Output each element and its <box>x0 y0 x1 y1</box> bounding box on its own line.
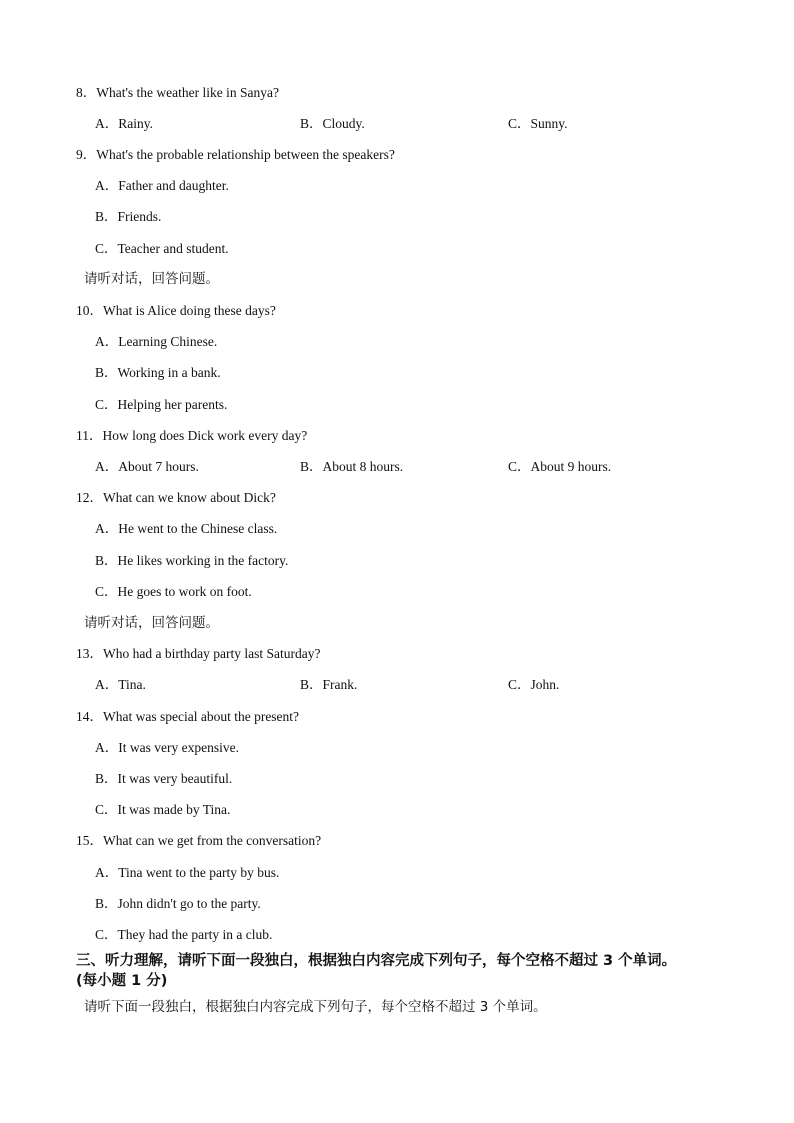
question-12-stem: 12．What can we know about Dick? <box>76 490 276 505</box>
question-11-option-a: A．About 7 hours. <box>95 459 199 474</box>
question-11-option-b: B．About 8 hours. <box>300 459 404 474</box>
question-9-option-c: C．Teacher and student. <box>95 241 229 256</box>
question-13-option-c: C．John. <box>508 677 560 692</box>
question-8-stem: 8．What's the weather like in Sanya? <box>76 85 279 100</box>
question-14-option-c: C．It was made by Tina. <box>95 802 231 817</box>
question-14-stem: 14．What was special about the present? <box>76 709 300 724</box>
question-10-stem: 10．What is Alice doing these days? <box>76 303 276 318</box>
question-12-option-c: C．He goes to work on foot. <box>95 584 252 599</box>
question-8-option-a: A．Rainy. <box>95 116 153 131</box>
question-10-option-c: C．Helping her parents. <box>95 397 228 412</box>
question-11-stem: 11．How long does Dick work every day? <box>76 428 308 443</box>
question-11-option-c: C．About 9 hours. <box>508 459 612 474</box>
question-8-option-c: C．Sunny. <box>508 116 568 131</box>
section-3-instruction: 请听下面一段独白，根据独白内容完成下列句子，每个空格不超过 3 个单词。 <box>84 999 547 1015</box>
question-8-option-b: B．Cloudy. <box>300 116 365 131</box>
question-13-option-b: B．Frank. <box>300 677 358 692</box>
listening-instruction-2: 请听对话，回答问题。 <box>84 615 219 631</box>
question-9-stem: 9．What's the probable relationship between the speakers? <box>76 147 395 162</box>
question-9-option-a: A．Father and daughter. <box>95 178 229 193</box>
question-12-option-b: B．He likes working in the factory. <box>95 553 289 568</box>
question-15-option-b: B．John didn't go to the party. <box>95 896 261 911</box>
question-12-option-a: A．He went to the Chinese class. <box>95 521 278 536</box>
section-3-title: 三、听力理解，请听下面一段独白，根据独白内容完成下列句子，每个空格不超过 3 个单词。 <box>76 953 677 969</box>
question-14-option-a: A．It was very expensive. <box>95 740 239 755</box>
question-13-stem: 13．Who had a birthday party last Saturday? <box>76 646 321 661</box>
question-10-option-a: A．Learning Chinese. <box>95 334 218 349</box>
question-10-option-b: B．Working in a bank. <box>95 365 221 380</box>
question-15-stem: 15．What can we get from the conversation? <box>76 833 322 848</box>
question-14-option-b: B．It was very beautiful. <box>95 771 233 786</box>
question-15-option-a: A．Tina went to the party by bus. <box>95 865 280 880</box>
question-9-option-b: B．Friends. <box>95 209 162 224</box>
question-15-option-c: C．They had the party in a club. <box>95 927 273 942</box>
question-13-option-a: A．Tina. <box>95 677 146 692</box>
section-3-score-note: (每小题 1 分) <box>76 973 168 989</box>
listening-instruction-1: 请听对话，回答问题。 <box>84 271 219 287</box>
